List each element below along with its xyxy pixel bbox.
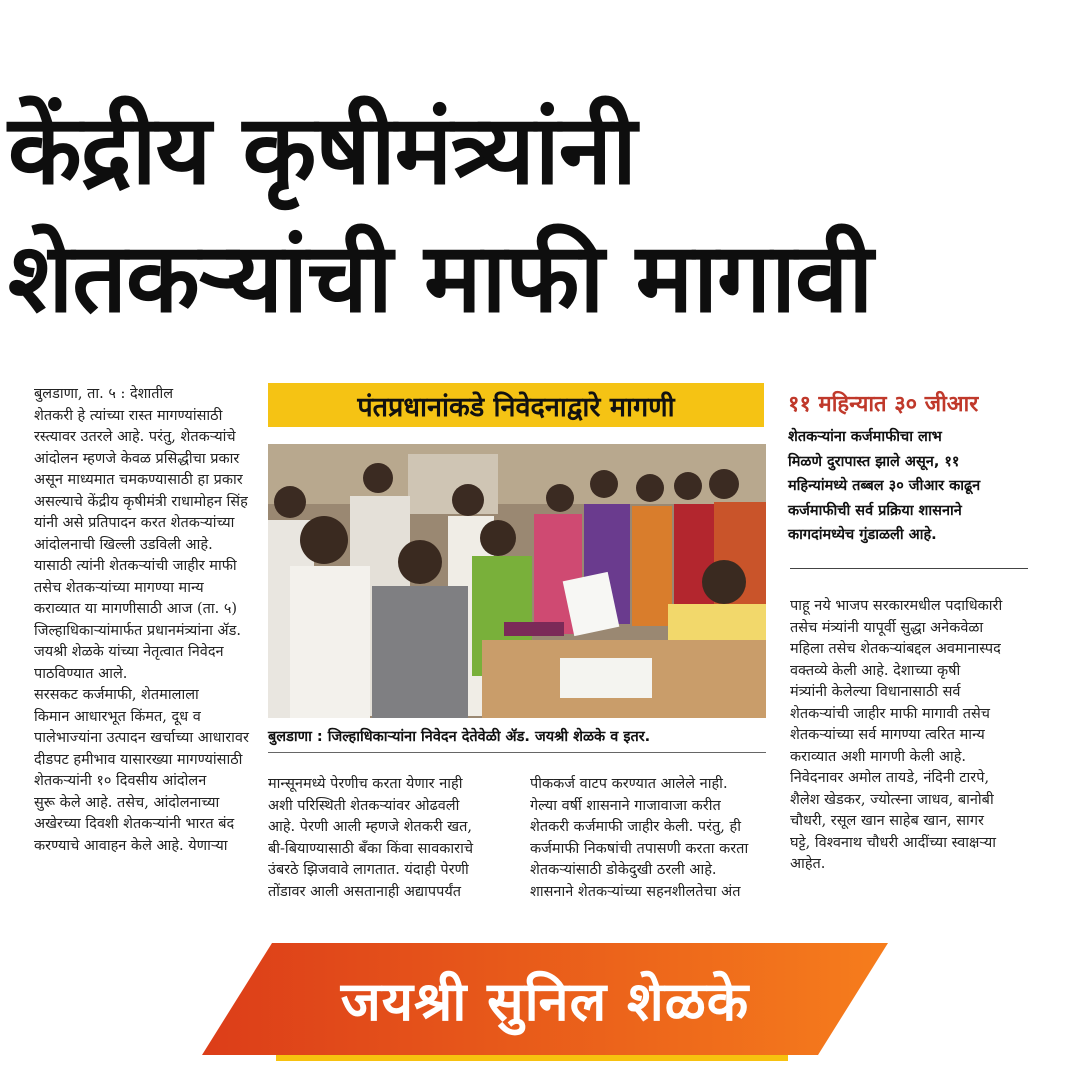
article-line: आहेत. xyxy=(790,856,826,872)
left-article-column xyxy=(34,384,260,857)
article-line: पीककर्ज वाटप करण्यात आलेले नाही. xyxy=(530,776,728,792)
article-line: अशी परिस्थिती शेतकऱ्यांवर ओढवली xyxy=(268,797,460,814)
article-line: यांनी असे प्रतिपादन करत शेतकऱ्यांच्या xyxy=(34,515,235,531)
article-line: असल्याचे केंद्रीय कृषीमंत्री राधामोहन सिंह xyxy=(34,493,248,510)
article-line: शासनाने शेतकऱ्यांच्या सहनशीलतेचा अंत xyxy=(530,883,741,900)
photo-illustration xyxy=(268,444,766,718)
article-line: शेतकऱ्यांच्या सर्व मागण्या त्वरित मान्य xyxy=(790,727,985,743)
headline-line-1: केंद्रीय कृषीमंत्र्यांनी xyxy=(8,94,636,206)
article-line: सरसकट कर्जमाफी, शेतमालाला xyxy=(34,687,199,703)
article-line: पाठविण्यात आले. xyxy=(34,665,128,682)
article-line: शेतकरी कर्जमाफी जाहीर केली. परंतु, ही xyxy=(530,819,741,835)
headline xyxy=(8,86,1068,342)
article-line: चौधरी, रसूल खान साहेब खान, सागर xyxy=(790,813,984,829)
article-line: शेतकऱ्यांची जाहीर माफी मागावी तसेच xyxy=(790,705,991,722)
right-column-divider xyxy=(790,568,1028,569)
subheadline-banner xyxy=(268,383,764,427)
article-line: आंदोलन म्हणजे केवळ प्रसिद्धीचा प्रकार xyxy=(34,450,240,467)
name-banner xyxy=(202,943,888,1055)
highlight-line: कागदांमध्येच गुंडाळली आहे. xyxy=(788,527,937,543)
article-line: रस्त्यावर उतरले आहे. परंतु, शेतकऱ्यांचे xyxy=(34,429,236,445)
article-line: आहे. पेरणी आली म्हणजे शेतकरी खत, xyxy=(268,819,472,835)
highlight-line: शेतकऱ्यांना कर्जमाफीचा लाभ xyxy=(788,429,942,445)
banner-underline xyxy=(276,1055,788,1061)
article-line: असून माध्यमात चमकण्यासाठी हा प्रकार xyxy=(34,472,243,488)
name-banner-text: जयश्री सुनिल शेळके xyxy=(340,970,750,1033)
article-line: सुरू केले आहे. तसेच, आंदोलनाच्या xyxy=(34,794,220,811)
article-line: शेतकऱ्यांनी १० दिवसीय आंदोलन xyxy=(34,773,207,789)
article-line: मान्सूनमध्ये पेरणीच करता येणार नाही xyxy=(268,776,463,792)
photo-caption: बुलडाणा : जिल्हाधिकाऱ्यांना निवेदन देतेवेळी ॲड. जयश्री शेळके व इतर. xyxy=(268,729,651,745)
article-line: दीडपट हमीभाव यासारख्या मागण्यांसाठी xyxy=(34,751,243,768)
article-line: करण्याचे आवाहन केले आहे. येणाऱ्या xyxy=(34,837,228,854)
highlight-line: महिन्यांमध्ये तब्बल ३० जीआर काढून xyxy=(788,478,981,494)
middle-article-column-1 xyxy=(268,774,518,903)
article-line: शेतकरी हे त्यांच्या रास्त मागण्यांसाठी xyxy=(34,407,223,424)
article-line: वक्तव्ये केली आहे. देशाच्या कृषी xyxy=(790,662,961,679)
article-line: कर्जमाफी निकषांची तपासणी करता करता xyxy=(530,840,749,857)
article-line: आंदोलनाची खिल्ली उडविली आहे. xyxy=(34,536,213,553)
highlight-line: कर्जमाफीची सर्व प्रक्रिया शासनाने xyxy=(788,502,962,519)
right-column-heading: ११ महिन्यात ३० जीआर xyxy=(788,392,979,417)
article-line: यासाठी त्यांनी शेतकऱ्यांची जाहीर माफी xyxy=(34,558,237,574)
article-line: किमान आधारभूत किंमत, दूध व xyxy=(34,708,201,725)
article-line: मंत्र्यांनी केलेल्या विधानासाठी सर्व xyxy=(790,684,961,700)
news-photo xyxy=(268,444,766,718)
article-line: गेल्या वर्षी शासनाने गाजावाजा करीत xyxy=(530,797,721,814)
highlight-line: मिळणे दुरापास्त झाले असून, ११ xyxy=(788,453,960,470)
headline-line-2: शेतकऱ्यांची माफी मागावी xyxy=(8,222,873,334)
article-line: अखेरच्या दिवशी शेतकऱ्यांनी भारत बंद xyxy=(34,816,235,832)
subheadline-text: पंतप्रधानांकडे निवेदनाद्वारे मागणी xyxy=(357,391,675,423)
article-line: तसेच शेतकऱ्यांच्या मागण्या मान्य xyxy=(34,579,204,596)
article-line: पाहू नये भाजप सरकारमधील पदाधिकारी xyxy=(790,598,1003,614)
article-line: शैलेश खेडकर, ज्योत्स्ना जाधव, बानोबी xyxy=(790,791,994,808)
article-line: जिल्हाधिकाऱ्यांमार्फत प्रधानमंत्र्यांना ॲड. xyxy=(34,622,241,639)
caption-divider xyxy=(268,752,766,753)
right-column-highlight xyxy=(788,425,1074,548)
middle-article-column-2 xyxy=(530,774,778,903)
article-line: कराव्यात या मागणीसाठी आज (ता. ५) xyxy=(34,601,238,617)
article-line: महिला तसेच शेतकऱ्यांबद्दल अवमानास्पद xyxy=(790,641,1001,657)
article-line: जयश्री शेळके यांच्या नेतृत्वात निवेदन xyxy=(34,644,224,660)
article-line: उंबरठे झिजवावे लागतात. यंदाही पेरणी xyxy=(268,862,469,878)
article-line: शेतकऱ्यांसाठी डोकेदुखी ठरली आहे. xyxy=(530,862,717,878)
article-line: तोंडावर आली असतानाही अद्यापपर्यंत xyxy=(268,883,462,900)
article-line: कराव्यात अशी मागणी केली आहे. xyxy=(790,748,967,765)
article-line: बी-बियाण्यासाठी बँका किंवा सावकाराचे xyxy=(268,840,474,857)
article-line: तसेच मंत्र्यांनी यापूर्वी सुद्धा अनेकवेळा xyxy=(790,619,984,636)
article-line: घट्टे, विश्वनाथ चौधरी आदींच्या स्वाक्षऱ्या xyxy=(790,834,997,851)
article-line: निवेदनावर अमोल तायडे, नंदिनी टारपे, xyxy=(790,770,990,786)
right-article-column xyxy=(790,596,1078,876)
article-line: बुलडाणा, ता. ५ : देशातील xyxy=(34,386,174,402)
article-line: पालेभाज्यांना उत्पादन खर्चाच्या आधारावर xyxy=(34,730,249,746)
